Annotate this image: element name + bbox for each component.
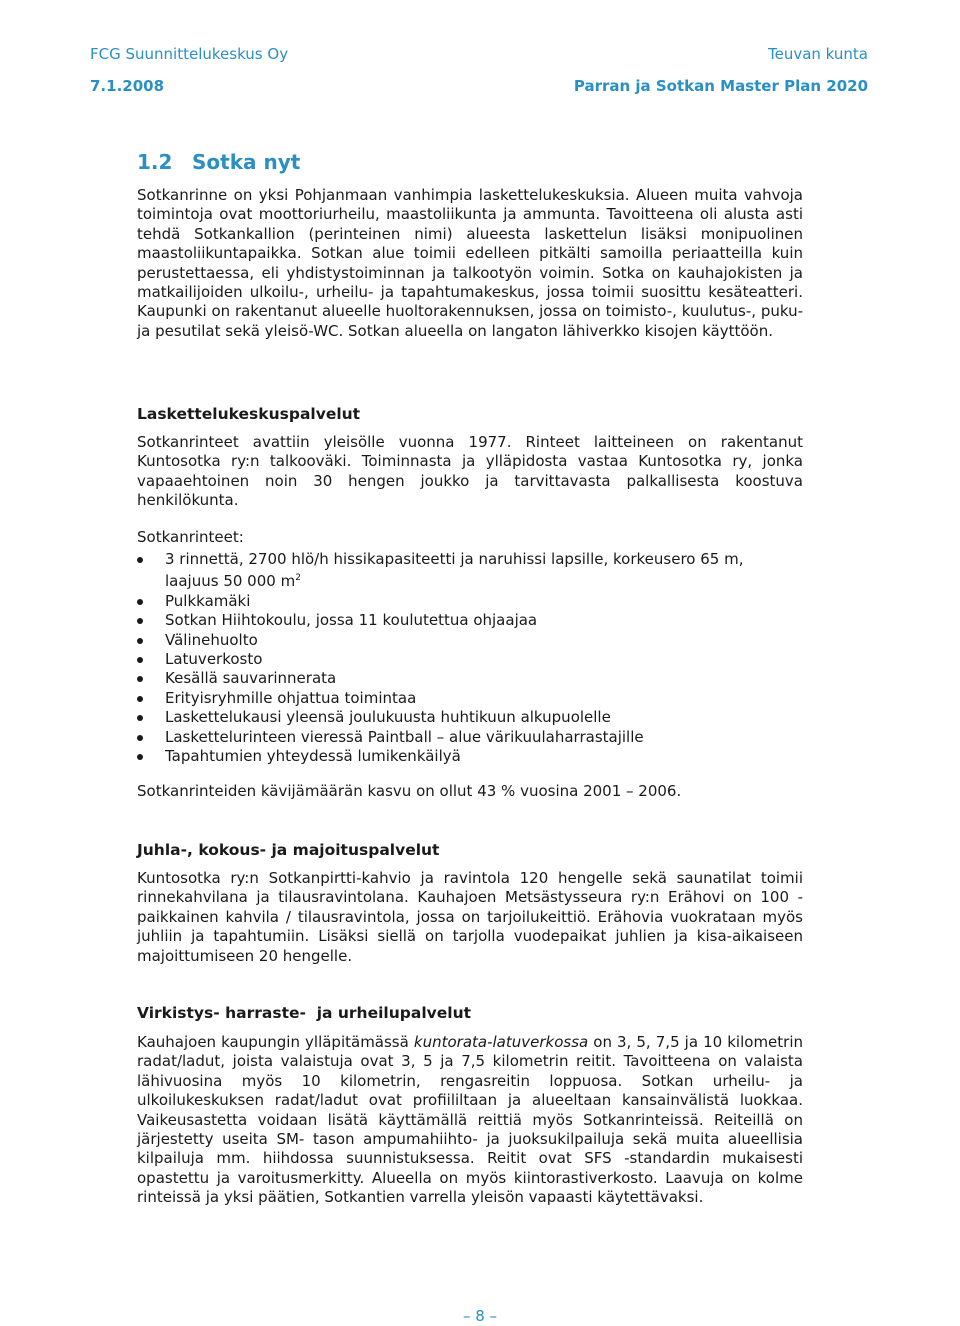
list-item-text: Välinehuolto: [165, 630, 258, 649]
list-item: [137, 747, 803, 766]
bullet-icon: [137, 696, 143, 702]
intro-paragraph: Sotkanrinne on yksi Pohjanmaan vanhimpia laskettelukeskuksia. Alueen muita vahvoja toimintoja ovat moottoriurheilu, maastoliikunta ja ammunta. Tavoitteena oli alusta asti tehdä Sotkankallion (perinteinen nimi) alueesta laskettelun lisäksi monipuolinen maastoliikuntapaikka. Sotkan alue toimii edelleen pitkälti samoilla periaatteilla kuin perustettaessa, eli yhdistystoiminnan ja talkootyön voimin. Sotka on kauhajokisten ja matkailijoiden ulkoilu-, urheilu- ja tapahtumakeskus, jossa toimii suosittu kesäteatteri. Kaupunki on rakentanut alueelle huoltorakennuksen, jossa on toimisto-, kuulutus-, puku- ja pesutilat sekä yleisö-WC. Sotkan alueella on langaton lähiverkko kisojen käyttöön.: [137, 186, 803, 340]
ski-growth-block: [137, 782, 803, 801]
list-item-text: 3 rinnettä, 2700 hlö/h hissikapasiteetti ja naruhissi lapsille, korkeusero 65 m,: [165, 550, 744, 568]
list-item-text: Pulkkamäki: [165, 591, 251, 610]
list-item: [137, 708, 803, 727]
rec-text-italic: kuntorata-latuverkossa: [413, 1033, 589, 1051]
bullet-icon: [137, 735, 143, 741]
party-section: [137, 840, 803, 860]
rec-paragraph: [137, 1033, 803, 1208]
superscript: 2: [295, 573, 301, 584]
list-item-text: Erityisryhmille ohjattua toimintaa: [165, 688, 417, 707]
bullet-icon: [137, 754, 143, 760]
list-item: [137, 550, 803, 592]
bullet-icon: [137, 715, 143, 721]
list-item: [137, 669, 803, 688]
page-number: – 8 –: [462, 1307, 498, 1325]
section-title: Sotka nyt: [192, 150, 301, 174]
ski-list-intro: Sotkanrinteet:: [137, 528, 244, 546]
list-item: [137, 728, 803, 747]
header-date: 7.1.2008: [90, 77, 165, 95]
bullet-icon: [137, 638, 143, 644]
list-item-text: Latuverkosto: [165, 650, 263, 669]
header-company: FCG Suunnittelukeskus Oy: [90, 45, 289, 63]
ski-section: [137, 404, 803, 424]
intro-block: [137, 186, 803, 341]
rec-text-start: Kauhajoen kaupungin ylläpitämässä: [137, 1033, 414, 1051]
header-client: Teuvan kunta: [767, 45, 868, 63]
ski-list-block: [137, 528, 803, 547]
list-item: [137, 631, 803, 650]
list-item: [137, 650, 803, 669]
ski-paragraph: Sotkanrinteet avattiin yleisölle vuonna 1977. Rinteet laitteineen on rakentanut Kuntosotka ry:n talkooväki. Toiminnasta ja ylläpidosta vastaa Kuntosotka ry, jonka vapaaehtoinen noin 30 hengen joukko ja tarvittavasta palkallisesta koostuva henkilökunta.: [137, 433, 803, 510]
rec-text-rest: on 3, 5, 7,5 ja 10 kilometrin radat/ladut, joista valaistuja ovat 3, 5 ja 7,5 kilometrin reitit. Tavoitteena on valaista lähivuosina myös 10 kilometrin, rengasreitin loppuosa. Sotkan urheilu- ja ulkoilukeskuksen radat/ladut ovat profiililtaan ja alueeltaan kansainvälistä luokkaa. Vaikeusastetta voidaan lisätä käyttämällä reittiä myös Sotkanrinteissä. Reiteillä on järjestetty useita SM- tason ampumahiihto- ja juoksukilpailuja sekä muita alueellisia kilpailuja mm. hiihdossa suunnistuksessa. Reitit ovat SFS -standardin mukaisesti opastettu ja varoitusmerkitty. Alueella on myös kiintorastiverkosto. Laavuja on kolme rinteissä ja yksi päätien, Sotkantien varrella yleisön vapaasti käytettävaksi.: [137, 1033, 804, 1207]
ski-heading: Laskettelukeskuspalvelut: [137, 405, 361, 423]
rec-heading: Virkistys- harraste- ja urheilupalvelut: [137, 1004, 472, 1022]
ski-growth: Sotkanrinteiden kävijämäärän kasvu on ollut 43 % vuosina 2001 – 2006.: [137, 782, 682, 800]
bullet-icon: [137, 676, 143, 682]
rec-paragraph-block: [137, 1033, 803, 1208]
ski-facility-list: [137, 550, 803, 766]
list-item: [137, 689, 803, 708]
bullet-icon: [137, 557, 143, 563]
list-item-text: Laskettelukausi yleensä joulukuusta huhtikuun alkupuolelle: [165, 708, 611, 727]
party-paragraph: Kuntosotka ry:n Sotkanpirtti-kahvio ja ravintola 120 hengelle sekä saunatilat toimii rinnekahvilana ja tilausravintolana. Kauhajoen Metsästysseura ry:n Erähovi on 100 -paikkainen kahvila / tilausravintola, jossa on tarjoilukeittiö. Erähovia vuokrataan myös juhliin ja tapahtumiin. Lisäksi siellä on tarjolla vuodepaikat juhlien ja kisa-aikaiseen majoittumiseen 20 hengelle.: [137, 869, 803, 965]
bullet-icon: [137, 657, 143, 663]
bullet-icon: [137, 599, 143, 605]
list-item-text: laajuus 50 000 m: [165, 572, 296, 591]
ski-paragraph-block: [137, 433, 803, 511]
party-heading: Juhla-, kokous- ja majoituspalvelut: [137, 841, 440, 859]
ski-list-container: [137, 550, 803, 766]
list-item-text: Tapahtumien yhteydessä lumikenkäilyä: [165, 747, 461, 766]
section-number: 1.2: [137, 150, 173, 174]
list-item-text: Sotkan Hiihtokoulu, jossa 11 koulutettua ohjaajaa: [165, 611, 538, 630]
list-item-text: Laskettelurinteen vieressä Paintball – alue värikuulaharrastajille: [165, 727, 644, 746]
bullet-icon: [137, 618, 143, 624]
list-item: [137, 592, 803, 611]
rec-section: [137, 1003, 803, 1023]
section-heading: [137, 148, 300, 176]
header-plan: Parran ja Sotkan Master Plan 2020: [573, 77, 868, 95]
list-item: [137, 611, 803, 630]
party-paragraph-block: [137, 869, 803, 966]
list-item-text: Kesällä sauvarinnerata: [165, 669, 337, 688]
